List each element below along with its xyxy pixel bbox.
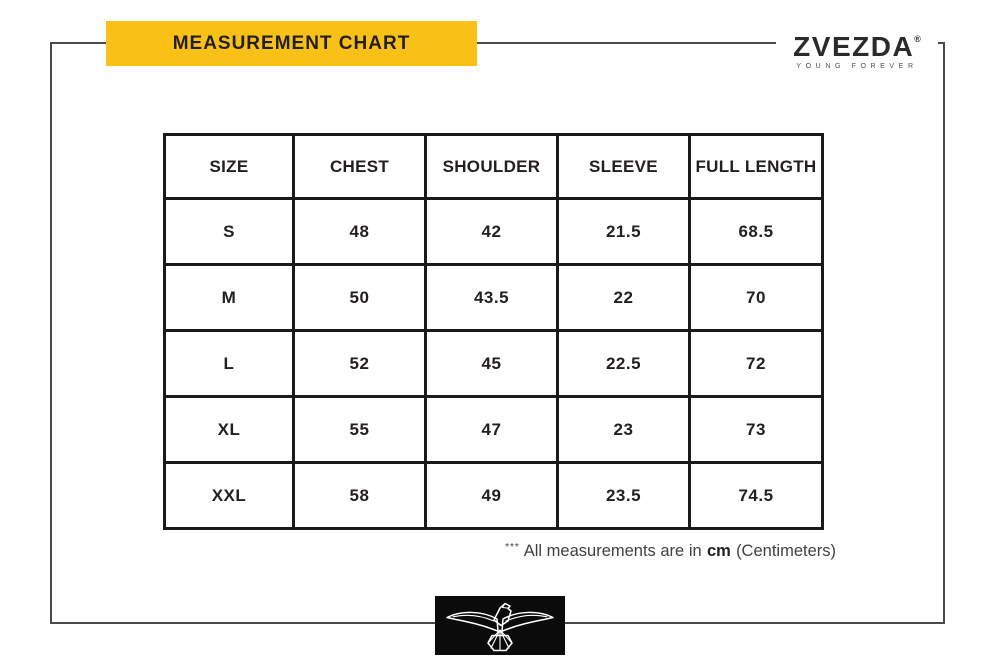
size-cell: M <box>165 265 294 331</box>
full-length-cell: 68.5 <box>690 199 823 265</box>
table-header-row <box>165 135 823 199</box>
chest-cell: 48 <box>294 199 426 265</box>
chest-cell: 52 <box>294 331 426 397</box>
chest-cell: 50 <box>294 265 426 331</box>
note-suffix: (Centimeters) <box>736 542 836 560</box>
shoulder-cell: 43.5 <box>426 265 558 331</box>
note-unit: cm <box>706 542 731 560</box>
shoulder-cell: 49 <box>426 463 558 529</box>
brand-logo <box>776 24 938 68</box>
table-row-l <box>165 331 823 397</box>
brand-name <box>776 24 938 62</box>
registered-trademark-icon: ® <box>914 34 921 44</box>
column-header-size: SIZE <box>165 135 294 199</box>
sleeve-cell: 21.5 <box>558 199 690 265</box>
full-length-cell: 74.5 <box>690 463 823 529</box>
table-row-s <box>165 199 823 265</box>
shoulder-cell: 47 <box>426 397 558 463</box>
brand-logo-box <box>435 596 565 655</box>
full-length-cell: 73 <box>690 397 823 463</box>
sleeve-cell: 23 <box>558 397 690 463</box>
size-cell: S <box>165 199 294 265</box>
table-row-xxl <box>165 463 823 529</box>
measurement-unit-note <box>163 542 836 561</box>
chest-cell: 55 <box>294 397 426 463</box>
column-header-sleeve: SLEEVE <box>558 135 690 199</box>
column-header-full-length: FULL LENGTH <box>690 135 823 199</box>
table-row-m <box>165 265 823 331</box>
shoulder-cell: 42 <box>426 199 558 265</box>
sleeve-cell: 23.5 <box>558 463 690 529</box>
column-header-chest: CHEST <box>294 135 426 199</box>
page-title: MEASUREMENT CHART <box>172 32 411 54</box>
eagle-icon <box>444 600 556 652</box>
brand-wordmark: ZVEZDA <box>793 31 915 62</box>
note-text: All measurements are in <box>523 542 702 560</box>
size-cell: XL <box>165 397 294 463</box>
measurement-chart-banner <box>106 21 477 66</box>
column-header-shoulder: SHOULDER <box>426 135 558 199</box>
sleeve-cell: 22 <box>558 265 690 331</box>
size-cell: L <box>165 331 294 397</box>
chest-cell: 58 <box>294 463 426 529</box>
size-cell: XXL <box>165 463 294 529</box>
measurement-table <box>163 133 824 530</box>
full-length-cell: 72 <box>690 331 823 397</box>
note-asterisks: *** <box>505 542 520 553</box>
shoulder-cell: 45 <box>426 331 558 397</box>
full-length-cell: 70 <box>690 265 823 331</box>
brand-tagline: YOUNG FOREVER <box>796 63 918 70</box>
table-row-xl <box>165 397 823 463</box>
sleeve-cell: 22.5 <box>558 331 690 397</box>
